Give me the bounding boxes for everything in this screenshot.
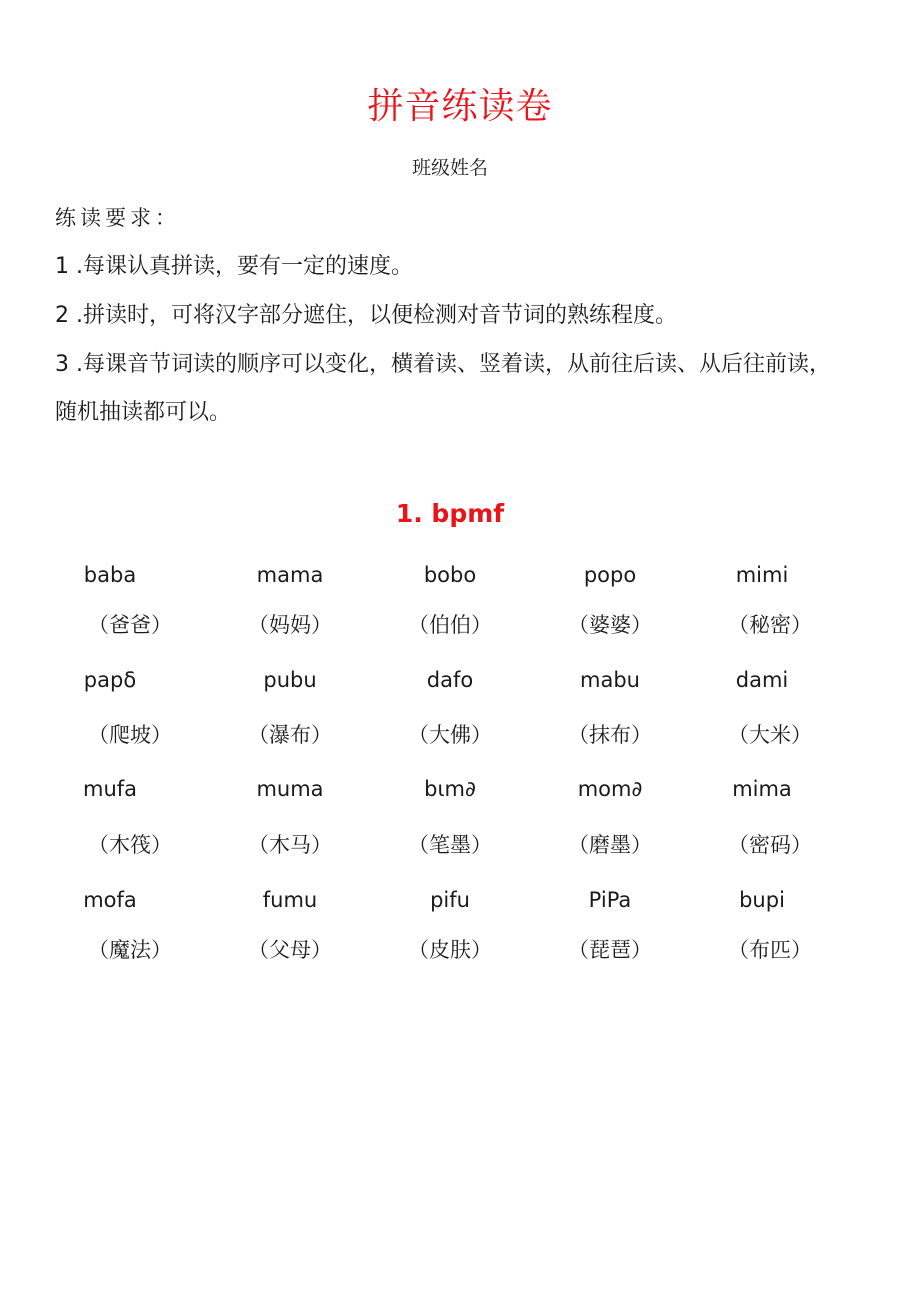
pinyin-word: PiPa (588, 888, 632, 912)
hanzi-word: （父母） (248, 938, 332, 962)
hanzi-word: （大米） (728, 723, 812, 747)
hanzi-word: （爬坡） (88, 723, 172, 747)
hanzi-word: （大佛） (408, 723, 492, 747)
hanzi-word: （婆婆） (568, 613, 652, 637)
hanzi-word: （密码） (728, 833, 812, 857)
hanzi-word: （磨墨） (568, 833, 652, 857)
hanzi-word: （皮肤） (408, 938, 492, 962)
requirement-3: 3 .每课音节词读的顺序可以变化，横着读、竖着读，从前往后读、从后往前读，随机抽读都可以。 (55, 352, 831, 425)
pinyin-word: mama (256, 563, 324, 587)
hanzi-word: （笔墨） (408, 833, 492, 857)
page-title: 拼音练读卷 (367, 86, 553, 127)
hanzi-word: （妈妈） (248, 613, 332, 637)
pinyin-word: pubu (263, 668, 317, 692)
hanzi-word: （布匹） (728, 938, 812, 962)
hanzi-word: （琵琶） (568, 938, 652, 962)
requirement-2: 2 .拼读时，可将汉字部分遮住，以便检测对音节词的熟练程度。 (55, 303, 677, 328)
pinyin-word: mimi (735, 563, 789, 587)
hanzi-word: （伯伯） (408, 613, 492, 637)
requirement-1: 1 .每课认真拼读，要有一定的速度。 (55, 254, 413, 279)
pinyin-word: dafo (426, 668, 474, 692)
pinyin-word: fumu (262, 888, 318, 912)
hanzi-word: （木马） (248, 833, 332, 857)
pinyin-word: muma (256, 777, 324, 801)
pinyin-word: bobo (423, 563, 477, 587)
pinyin-word: baba (83, 563, 137, 587)
pinyin-word: bιm∂ (424, 777, 476, 801)
section-title: 1. bpmf (395, 499, 505, 528)
class-name-label: 班级姓名 (411, 157, 488, 179)
requirements-heading: 练读要求： (55, 206, 180, 230)
pinyin-word: mima (732, 777, 792, 801)
pinyin-word: dami (735, 668, 789, 692)
pinyin-word: bupi (739, 888, 785, 912)
hanzi-word: （爸爸） (88, 613, 172, 637)
pinyin-word: mom∂ (577, 777, 643, 801)
hanzi-word: （瀑布） (248, 723, 332, 747)
hanzi-word: （秘密） (728, 613, 812, 637)
pinyin-word: mabu (580, 668, 640, 692)
hanzi-word: （抹布） (568, 723, 652, 747)
hanzi-word: （魔法） (88, 938, 172, 962)
pinyin-word: papδ (83, 668, 137, 692)
pinyin-word: mufa (82, 777, 138, 801)
pinyin-word: pifu (430, 888, 470, 912)
pinyin-word: popo (583, 563, 637, 587)
hanzi-word: （木筏） (88, 833, 172, 857)
pinyin-word: mofa (83, 888, 137, 912)
